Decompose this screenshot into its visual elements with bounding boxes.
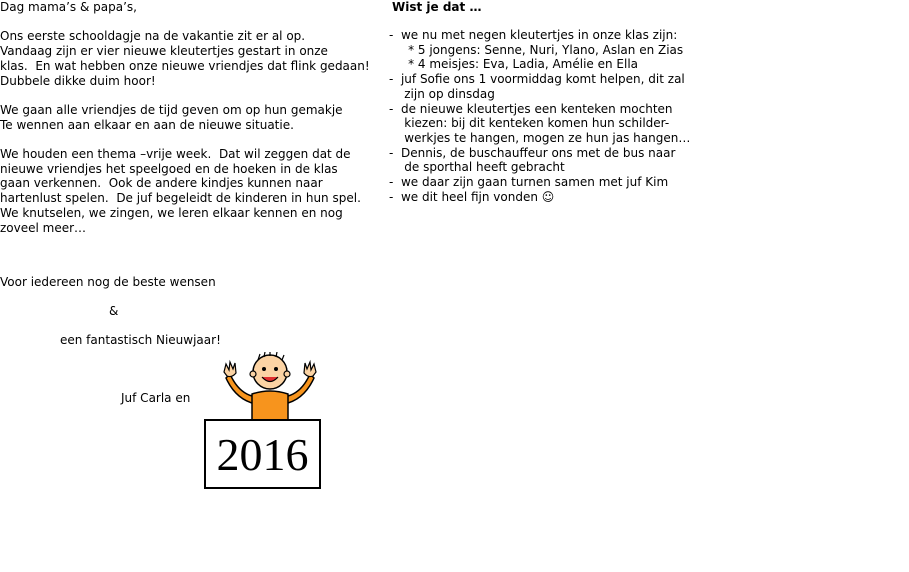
letter-line: We houden een thema –vrije week. Dat wil zeggen dat de (0, 147, 351, 161)
sidebar-line: zijn op dinsdag (389, 86, 495, 101)
waving-child-illustration (222, 352, 318, 420)
sidebar-line: - de nieuwe kleutertjes een kenteken mochten (389, 101, 673, 116)
letter-line: Dag mama’s & papa’s, (0, 0, 137, 14)
ampersand: & (109, 304, 119, 318)
sidebar-line: - we dit heel fijn vonden ☺ (389, 189, 555, 204)
letter-line: Dubbele dikke duim hoor! (0, 73, 156, 88)
letter-line: gaan verkennen. Ook de andere kindjes kunnen naar (0, 176, 323, 191)
sidebar-line: - Dennis, de buschauffeur ons met de bus naar (389, 145, 676, 160)
sidebar-line: * 4 meisjes: Eva, Ladia, Amélie en Ella (389, 57, 639, 72)
sidebar-line: werkjes te hangen, mogen ze hun jas hangen… (389, 130, 691, 145)
sidebar-line: - we daar zijn gaan turnen samen met juf Kim (389, 175, 669, 189)
sidebar-title: Wist je dat … (392, 0, 482, 14)
sidebar-line: kiezen: bij dit kenteken komen hun schilder- (389, 116, 670, 131)
letter-line: We knutselen, we zingen, we leren elkaar kennen en nog (0, 205, 343, 220)
sidebar-line: - we nu met negen kleutertjes in onze klas zijn: (389, 28, 678, 42)
wishes-line: Voor iedereen nog de beste wensen (0, 275, 216, 289)
letter-line: hartenlust spelen. De juf begeleidt de kinderen in hun spel. (0, 191, 361, 206)
sidebar-line: de sporthal heeft gebracht (389, 160, 565, 175)
signature: Juf Carla en (121, 391, 191, 405)
letter-line: Ons eerste schooldagje na de vakantie zit er al op. (0, 29, 306, 44)
letter-line: zoveel meer… (0, 220, 87, 235)
year-box: 2016 (204, 419, 321, 489)
new-year-wish: een fantastisch Nieuwjaar! (60, 333, 221, 347)
letter-line: nieuwe vriendjes het speelgoed en de hoeken in de klas (0, 161, 338, 176)
letter-line: Vandaag zijn er vier nieuwe kleutertjes gestart in onze (0, 44, 328, 59)
letter-line: klas. En wat hebben onze nieuwe vriendjes dat flink gedaan! (0, 58, 370, 73)
letter-line: We gaan alle vriendjes de tijd geven om op hun gemakje (0, 102, 343, 117)
sidebar-line: * 5 jongens: Senne, Nuri, Ylano, Aslan en Zias (389, 42, 684, 57)
sidebar-line: - juf Sofie ons 1 voormiddag komt helpen, dit zal (389, 72, 685, 87)
letter-line: Te wennen aan elkaar en aan de nieuwe situatie. (0, 117, 294, 132)
